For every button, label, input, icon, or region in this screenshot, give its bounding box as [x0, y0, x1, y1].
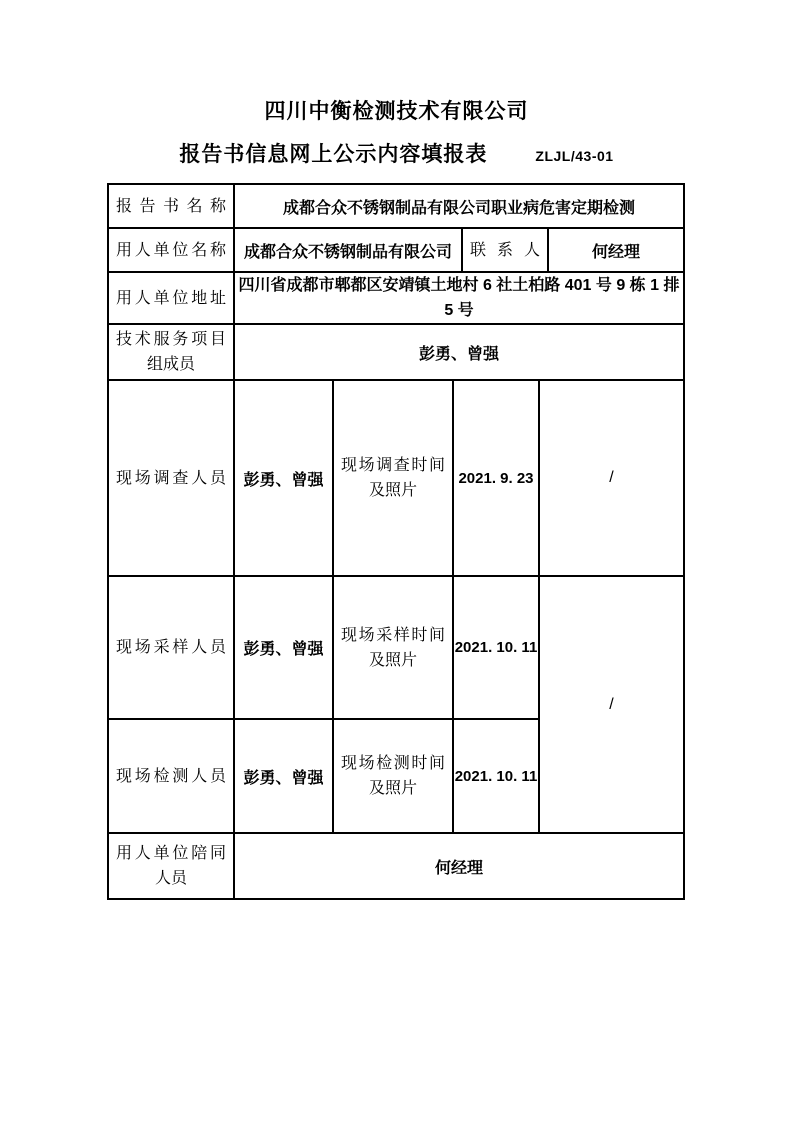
survey-label-cell — [109, 381, 235, 575]
contact-label: 联系人 — [470, 241, 540, 259]
row-sampling — [109, 577, 538, 720]
row-report-name — [109, 185, 683, 229]
doc-code: ZLJL/43-01 — [535, 148, 614, 164]
row-employer-address — [109, 273, 683, 325]
sampling-members-cell — [235, 577, 334, 718]
report-name-value: 成都合众不锈钢制品有限公司职业病危害定期检测 — [282, 199, 635, 217]
escort-label-line2: 人员 — [154, 870, 187, 887]
sampling-date: 2021. 10. 11 — [454, 639, 538, 656]
employer-address-line2: 5 号 — [444, 302, 474, 319]
survey-members: 彭勇、曾强 — [243, 471, 324, 489]
form-table — [107, 183, 685, 900]
report-name-value-cell — [235, 185, 683, 227]
survey-members-cell — [235, 381, 334, 575]
employer-name-value: 成都合众不锈钢制品有限公司 — [243, 243, 452, 261]
team-label-line2: 组成员 — [146, 356, 195, 373]
testing-label-cell — [109, 720, 235, 832]
sampling-members: 彭勇、曾强 — [243, 641, 324, 658]
contact-label-cell — [463, 229, 549, 271]
sampling-testing-photo-cell — [540, 577, 683, 832]
survey-photo-slash: / — [609, 469, 614, 486]
sampling-time-label-line1: 现场采样时间 — [341, 626, 445, 644]
survey-time-label-line2: 及照片 — [368, 482, 417, 499]
testing-label: 现场检测人员 — [116, 767, 226, 785]
sampling-testing-photo-slash: / — [609, 695, 614, 713]
sampling-testing-left-block — [109, 577, 540, 832]
row-employer-name — [109, 229, 683, 273]
survey-date-cell — [454, 381, 540, 575]
testing-time-label-cell — [334, 720, 454, 832]
sampling-time-label-line2: 及照片 — [368, 651, 417, 669]
testing-time-label-line2: 及照片 — [368, 780, 417, 797]
employer-name-value-cell — [235, 229, 463, 271]
escort-label-cell — [109, 834, 235, 898]
testing-date-cell — [454, 720, 538, 832]
sampling-label: 现场采样人员 — [116, 639, 226, 656]
survey-label: 现场调查人员 — [116, 469, 226, 487]
survey-photo-cell — [540, 381, 683, 575]
survey-time-label-line1: 现场调查时间 — [341, 457, 445, 474]
team-label-line1: 技术服务项目 — [116, 331, 226, 348]
employer-address-value-cell — [235, 273, 683, 323]
escort-label-line1: 用人单位陪同 — [116, 845, 226, 862]
employer-address-line1: 四川省成都市郫都区安靖镇土地村 6 社土柏路 401 号 9 栋 1 排 — [238, 277, 680, 294]
testing-date: 2021. 10. 11 — [454, 767, 538, 785]
employer-name-label: 用人单位名称 — [116, 241, 226, 259]
row-escort — [109, 834, 683, 898]
escort-value: 何经理 — [434, 859, 483, 877]
employer-name-label-cell — [109, 229, 235, 271]
employer-address-label-cell — [109, 273, 235, 323]
testing-members: 彭勇、曾强 — [243, 769, 324, 787]
survey-time-label-cell — [334, 381, 454, 575]
row-project-team — [109, 325, 683, 381]
subtitle-row — [0, 143, 793, 167]
row-survey — [109, 381, 683, 577]
contact-value-cell — [549, 229, 683, 271]
team-value-cell — [235, 325, 683, 379]
form-title: 报告书信息网上公示内容填报表 — [179, 143, 488, 166]
company-title: 四川中衡检测技术有限公司 — [264, 100, 529, 123]
rows-sampling-testing — [109, 577, 683, 834]
testing-members-cell — [235, 720, 334, 832]
survey-date: 2021. 9. 23 — [458, 469, 534, 487]
team-label-cell — [109, 325, 235, 379]
employer-address-label: 用人单位地址 — [116, 289, 226, 307]
sampling-time-label-cell — [334, 577, 454, 718]
report-name-label: 报告书名称 — [116, 197, 226, 215]
contact-value: 何经理 — [591, 243, 640, 261]
report-name-label-cell — [109, 185, 235, 227]
testing-time-label-line1: 现场检测时间 — [341, 755, 445, 772]
row-testing — [109, 720, 538, 832]
sampling-label-cell — [109, 577, 235, 718]
team-value: 彭勇、曾强 — [418, 345, 499, 363]
sampling-date-cell — [454, 577, 538, 718]
escort-value-cell — [235, 834, 683, 898]
